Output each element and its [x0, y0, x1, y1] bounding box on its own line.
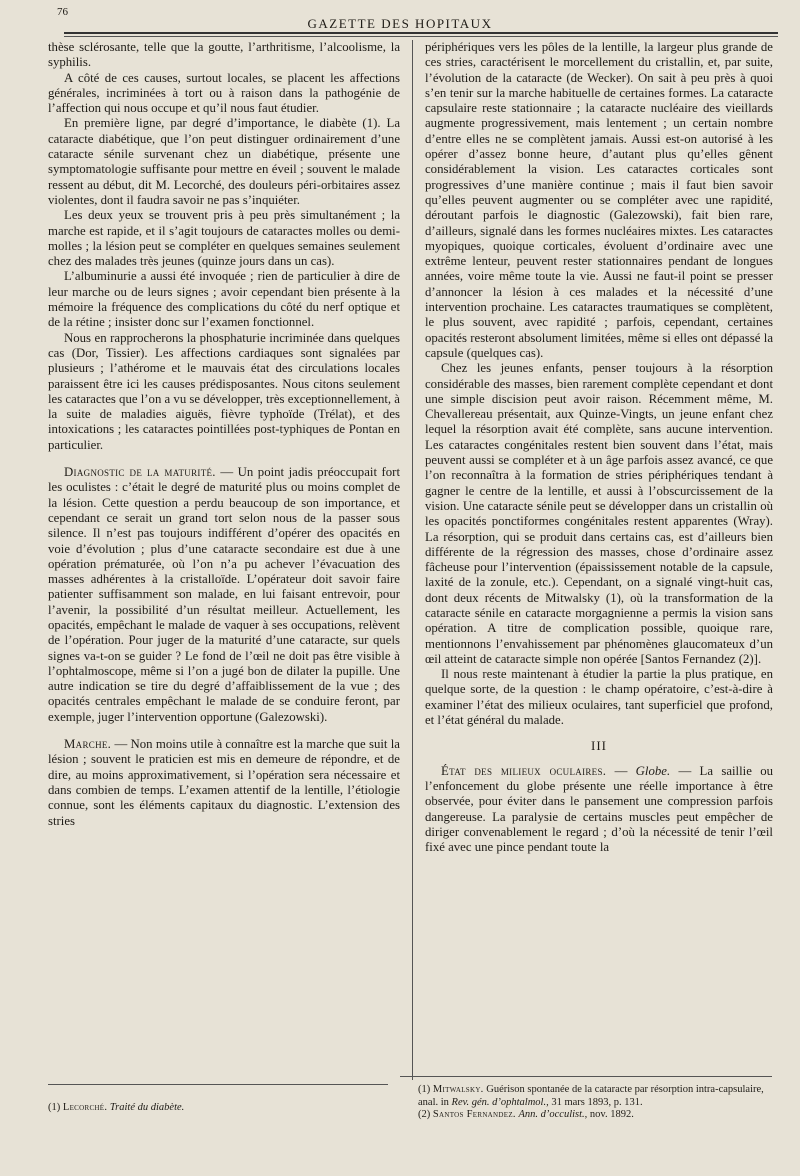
- footnote-author: Santos Fernandez.: [432, 1109, 516, 1120]
- footnote-mark: (2): [418, 1109, 431, 1120]
- paragraph: A côté de ces causes, surtout locales, se placent les affections générales, incriminées à tort ou à raison dans la pathogénie de l’affection qui nous occupe et qu’il nous faut étudier.: [48, 70, 400, 116]
- right-column: [425, 40, 773, 1073]
- paragraph: L’albuminurie a aussi été invoquée ; rien de particulier à dire de leur marche ou de leurs signes ; avoir cependant bien présente à la mémoire la fréquence des complications du côté du nerf optique et de la rétine ; insister donc sur l’examen fonctionnel.: [48, 269, 400, 330]
- paragraph-maturite: [48, 465, 400, 725]
- subheading: Globe.: [635, 763, 671, 778]
- paragraph: Chez les jeunes enfants, penser toujours à la résorption considérable des masses, bien rarement complète cependant et dont une simple discision peut avoir raison. Récemment même, M. Chevallereau présentait, aux Quinze-Vingts, un jeune enfant chez lequel la résorption avait été complète, sans aucune intervention. Les cataractes congénitales restent bien souvent dans l’état, mais peuvent aussi se compléter et à un âge parfois assez avancé, ce que l’on reconnaîtra à la formation de stries périphériques tendant à gagner le centre de la lentille, et aussi à l’obscurcissement de la vision. Une cataracte sénile peut se développer dans un cristallin où les opacités ponctiformes congénitales restent apparentes (Wray). La résorption, qui se produit dans certains cas, est d’ailleurs bien différente de la régression des masses, chose d’ordinaire assez fâcheuse pour l’intervention (épaississement notable de la capsule, laxité de la zonule, etc.). Cependant, on a signalé vingt-huit cas, dont deux récents de Mitwalsky (1), où la transformation de la cataracte sénile en cataracte morgagnienne a permis la vision sans opération. A titre de complication possible, quoique rare, mentionnons l’envahissement par phénomènes glaucomateux d’un œil atteint de cataracte simple non opérée [Santos Fernandez (2)].: [425, 361, 773, 666]
- left-column: [48, 40, 400, 1073]
- section-number: III: [591, 738, 607, 754]
- paragraph-text: — Non moins utile à connaître est la marche que suit la lésion ; souvent le praticien est mis en demeure de répondre, et de dire, au moins approximativement, si l’opération sera nécessaire et dans combien de temps. L’examen attentif de la lentille, l’étiologie connue, sont les éléments capitaux du diagnostic. L’extension des stries: [48, 737, 400, 828]
- paragraph: thèse sclérosante, telle que la goutte, l’arthritisme, l’alcoolisme, la syphilis.: [48, 40, 400, 70]
- footnote-rule: [48, 1084, 388, 1085]
- footnote-journal: Rev. gén. d’ophtalmol.,: [451, 1096, 549, 1108]
- header-rule: [64, 32, 778, 34]
- paragraph-milieux: État des milieux oculaires. — Globe. — La saillie ou l’enfoncement du globe présente une réelle importance à être observée, pour éviter dans le pansement une compression parfois dangereuse. La paralysie de certains muscles peut empêcher de diriger convenablement le regard ; d’où la nécessité de tenir l’œil fixé avec une pince pendant toute la: [425, 763, 773, 855]
- footnote-tail: nov. 1892.: [589, 1109, 634, 1120]
- footnote-rule: [400, 1076, 772, 1077]
- paragraph-text: — Un point jadis préoccupait fort les oculistes : c’était le degré de maturité plus ou moins complet de la lésion. Cette question a perdu beaucoup de son importance, et cependant ce serait un grand tort selon nous de la passer sous silence. Il n’est pas toujours indifférent d’opérer des opacités en voie d’évolution ; plus d’une cataracte secondaire est due à une opération prématurée, où l’on n’a pu achever l’évacuation des masses adhérentes à la cristalloïde. L’opérateur doit savoir faire patienter suffisamment son malade, en lui faisant entrevoir, pour l’avenir, la possibilité d’un résultat meilleur. Actuellement, les opacités, empêchant le malade de vaquer à ses occupations, relèvent de l’opération. Pour juger de la maturité d’une cataracte, sur quels signes va-t-on se guider ? Le fond de l’œil ne doit pas être visible à l’ophtalmoscope, même si l’on a jugé bon de dilater la pupille. Une autre indication se tire du degré d’affaiblissement de la vue ; des opacités centrales empêchant le malade de se conduire feront, par exemple, juger l’intervention opportune (Galezowski).: [48, 465, 400, 724]
- paragraph: périphériques vers les pôles de la lentille, la largeur plus grande de ces stries, caractérisent le morcellement du cristallin, et, par suite, l’évolution de la cataracte (de Wecker). On sait à peu près à quoi s’en tenir sur la marche habituelle de certaines formes. La cataracte capsulaire reste stationnaire ; la cataracte nucléaire des vieillards augmente progressivement, mais lentement ; un certain nombre d’entre elles ne se complètent jamais. Aussi est-on autorisé à les opérer d’assez bonne heure, d’autant plus qu’elles gênent considérablement la vision. Les cataractes corticales sont progressives d’une manière continue ; mais il faut bien savoir qu’elles peuvent augmenter ou se compléter avec une rapidité, déroutant parfois le diagnostic (Galezowski), fait bien rare, d’ailleurs, signalé dans les formes nucléaires mixtes. Les cataractes myopiques, quoique corticales, évoluent d’ordinaire avec une extrême lenteur, peuvent rester stationnaires pendant de longues années, voire même toute la vie. Aussi ne faut-il point se presser d’annoncer la lésion à ces malades et la nécessité d’une intervention prochaine. Les cataractes traumatiques se complètent, le plus souvent, avec rapidité ; parfois, cependant, certaines opacités resteront absolument limitées, même si elles ont dépassé la capsule (quelques cas).: [425, 40, 773, 360]
- footnote-author: Mitwalsky.: [432, 1084, 484, 1095]
- paragraph: En première ligne, par degré d’importance, le diabète (1). La cataracte diabétique, que l’on peut distinguer ordinairement d’une cataracte sénile survenant chez un diabétique, présente une symptomatologie suffisante pour mettre en éveil ; souvent le malade ressent au début, dit M. Lecorché, des douleurs péri-orbitaires assez violentes, dont il faudra savoir ne pas s’inquiéter.: [48, 116, 400, 207]
- paragraph-text: — La saillie ou l’enfoncement du globe présente une réelle importance à être observée, pour éviter dans le pansement une compression parfois dangereuse. La paralysie de certains muscles peut empêcher de diriger convenablement le regard ; d’où la nécessité de tenir l’œil fixé avec une pince pendant toute la: [425, 763, 773, 855]
- footnote-item: [418, 1109, 773, 1122]
- section-heading: Diagnostic de la maturité.: [64, 465, 216, 480]
- footnote-text: Guérison spontanée de la cataracte par résorption intra-capsulaire, anal. in: [418, 1084, 764, 1108]
- footnote-title: Traité du diabète.: [109, 1102, 185, 1113]
- footnote-author: Lecorché.: [62, 1102, 108, 1113]
- footnote-item: [418, 1084, 773, 1109]
- paragraph-marche: [48, 737, 400, 829]
- section-heading: État des milieux oculaires.: [441, 763, 607, 778]
- footnote-left: [48, 1102, 388, 1115]
- column-divider: [412, 40, 413, 1080]
- section-heading: Marche.: [64, 737, 112, 752]
- footnote-mark: (1): [418, 1084, 431, 1095]
- paragraph: Il nous reste maintenant à étudier la partie la plus pratique, en quelque sorte, de la question : le champ opératoire, c’est-à-dire à examiner l’état des milieux oculaires, tant superficiel que profond, et l’état général du malade.: [425, 667, 773, 728]
- footnote-journal: Ann. d’occulist.,: [518, 1109, 588, 1120]
- paragraph: Les deux yeux se trouvent pris à peu près simultanément ; la marche est rapide, et il s’agit toujours de cataractes molles ou demi-molles ; la lésion peut se compléter en quelques semaines seulement chez des malades très jeunes (quinze jours dans un cas).: [48, 208, 400, 269]
- footnote-mark: (1): [48, 1102, 61, 1113]
- footnote-tail: 31 mars 1893, p. 131.: [551, 1096, 643, 1108]
- header-rule-thin: [64, 36, 778, 37]
- running-head: GAZETTE DES HOPITAUX: [307, 16, 493, 31]
- page-number: 76: [57, 6, 68, 18]
- footnotes-right: [418, 1084, 773, 1122]
- paragraph: Nous en rapprocherons la phosphaturie incriminée dans quelques cas (Dor, Tissier). Les affections cardiaques sont signalées par plusieurs ; l’athérome et le mauvais état des circulations locales paraissent être ici les causes prédisposantes. Nous citons seulement les cataractes que l’on a vu se développer, très exceptionnellement, à la suite de maladies aiguës, fièvre typhoïde (Trélat), et des intoxications ; les cataractes pointillées post-typhiques de Pontan en particulier.: [48, 330, 400, 452]
